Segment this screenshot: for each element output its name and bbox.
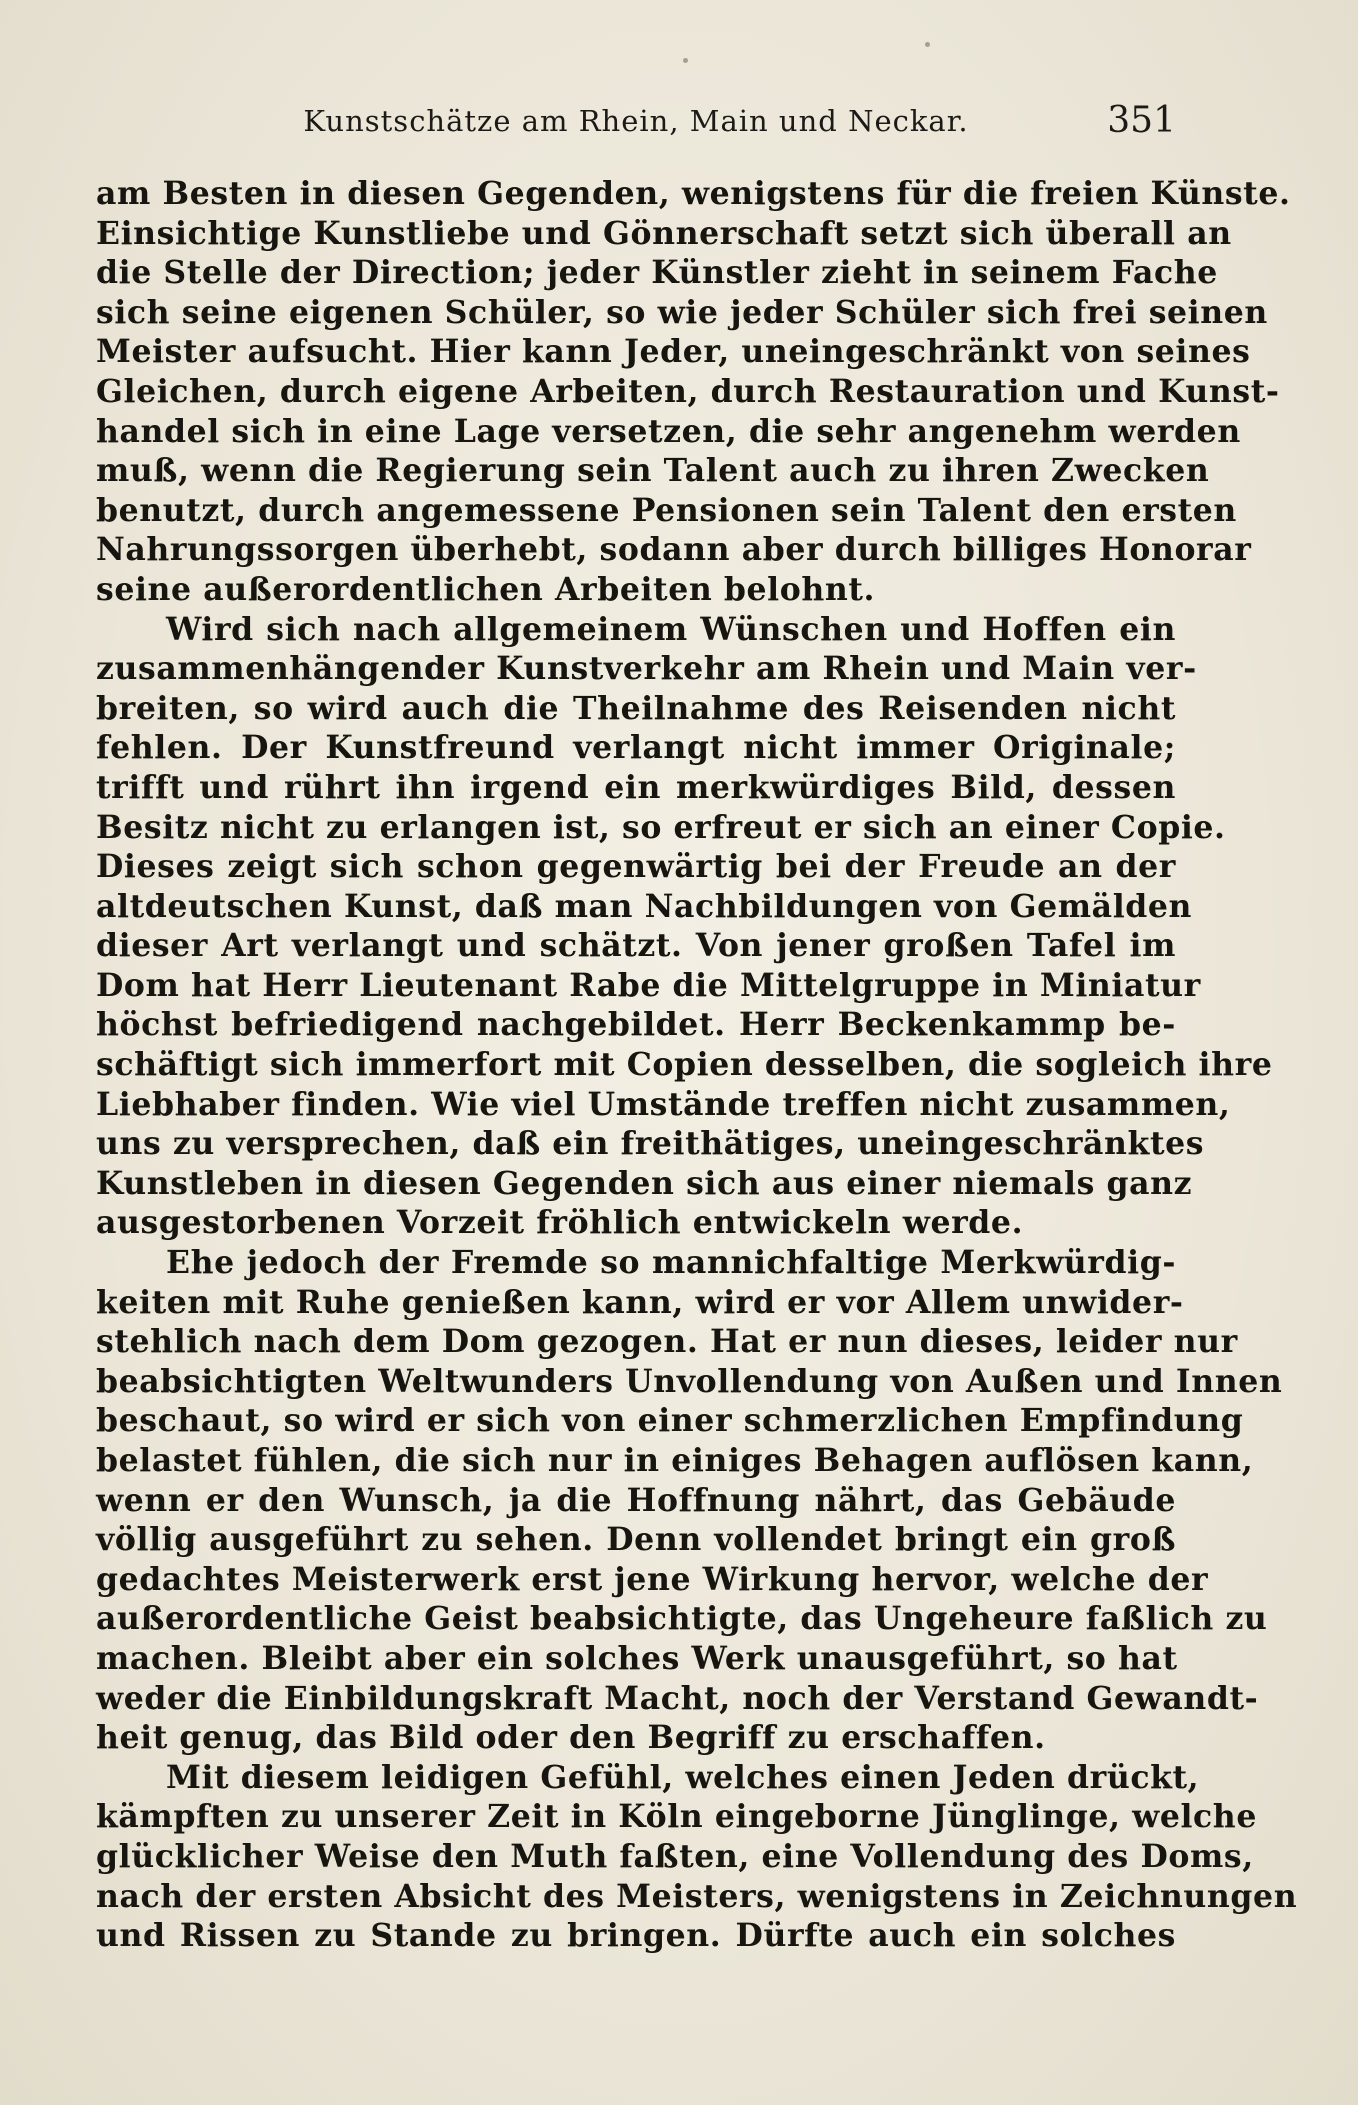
text-line: Meister aufsucht. Hier kann Jeder, uneingeschränkt von seines	[96, 333, 1251, 371]
text-line: gedachtes Meisterwerk erst jene Wirkung hervor, welche der	[96, 1560, 1209, 1598]
text-line: belastet fühlen, die sich nur in einiges Behagen auflösen kann,	[96, 1442, 1254, 1479]
body-text	[96, 174, 1298, 1956]
text-line: Dieses zeigt sich schon gegenwärtig bei der Freude an der	[96, 848, 1176, 886]
text-line: Gleichen, durch eigene Arbeiten, durch Restauration und Kunst-	[96, 372, 1280, 410]
text-line: Wird sich nach allgemeinem Wünschen und Hoffen ein	[166, 610, 1176, 648]
paper-speck	[925, 42, 930, 47]
text-line: fehlen. Der Kunstfreund verlangt nicht immer Originale;	[96, 729, 1176, 767]
text-line: Mit diesem leidigen Gefühl, welches einen Jeden drückt,	[166, 1758, 1200, 1796]
text-line: Dom hat Herr Lieutenant Rabe die Mittelgruppe in Miniatur	[96, 966, 1201, 1004]
text-line: Kunstleben in diesen Gegenden sich aus einer niemals ganz	[96, 1164, 1193, 1202]
page-number: 351	[1107, 100, 1176, 141]
text-line: außerordentliche Geist beabsichtigte, das Ungeheure faßlich zu	[96, 1600, 1268, 1638]
page-header	[96, 100, 1176, 148]
text-line: völlig ausgeführt zu sehen. Denn vollendet bringt ein groß	[96, 1521, 1176, 1559]
text-line: am Besten in diesen Gegenden, wenigstens für die freien Künste.	[96, 175, 1291, 212]
text-line: sich seine eigenen Schüler, so wie jeder Schüler sich frei seinen	[96, 293, 1268, 331]
text-line: weder die Einbildungskraft Macht, noch der Verstand Gewandt-	[96, 1679, 1259, 1717]
text-line: stehlich nach dem Dom gezogen. Hat er nun dieses, leider nur	[96, 1323, 1238, 1361]
text-line: dieser Art verlangt und schätzt. Von jener großen Tafel im	[96, 927, 1176, 965]
text-line: handel sich in eine Lage versetzen, die sehr angenehm werden	[96, 412, 1241, 450]
text-line: nach der ersten Absicht des Meisters, wenigstens in Zeichnungen	[96, 1877, 1298, 1915]
text-line: glücklicher Weise den Muth faßten, eine Vollendung des Doms,	[96, 1837, 1254, 1875]
text-line: muß, wenn die Regierung sein Talent auch zu ihren Zwecken	[96, 452, 1210, 490]
text-line: Besitz nicht zu erlangen ist, so erfreut er sich an einer Copie.	[96, 808, 1226, 846]
text-line: wenn er den Wunsch, ja die Hoffnung nährt, das Gebäude	[96, 1481, 1176, 1519]
text-line: breiten, so wird auch die Theilnahme des Reisenden nicht	[96, 689, 1176, 727]
text-line: die Stelle der Direction; jeder Künstler zieht in seinem Fache	[96, 254, 1218, 292]
text-line: benutzt, durch angemessene Pensionen sein Talent den ersten	[96, 491, 1237, 529]
text-line: kämpften zu unserer Zeit in Köln eingeborne Jünglinge, welche	[96, 1798, 1257, 1836]
text-line: Liebhaber finden. Wie viel Umstände treffen nicht zusammen,	[96, 1085, 1231, 1123]
text-line: höchst befriedigend nachgebildet. Herr Beckenkammp be-	[96, 1006, 1176, 1044]
text-line: machen. Bleibt aber ein solches Werk unausgeführt, so hat	[96, 1639, 1178, 1677]
text-line: Einsichtige Kunstliebe und Gönnerschaft setzt sich überall an	[96, 214, 1232, 252]
text-line: und Rissen zu Stande zu bringen. Dürfte auch ein solches	[96, 1917, 1176, 1955]
text-line: schäftigt sich immerfort mit Copien desselben, die sogleich ihre	[96, 1046, 1273, 1084]
text-line: zusammenhängender Kunstverkehr am Rhein und Main ver-	[96, 650, 1197, 688]
text-line: uns zu versprechen, daß ein freithätiges, uneingeschränktes	[96, 1125, 1205, 1163]
text-line: beabsichtigten Weltwunders Unvollendung von Außen und Innen	[96, 1362, 1283, 1400]
text-line: Ehe jedoch der Fremde so mannichfaltige Merkwürdig-	[166, 1244, 1176, 1282]
text-line: beschaut, so wird er sich von einer schmerzlichen Empfindung	[96, 1402, 1244, 1440]
text-line: seine außerordentlichen Arbeiten belohnt.	[96, 570, 876, 608]
text-line: keiten mit Ruhe genießen kann, wird er vor Allem unwider-	[96, 1283, 1184, 1321]
paper-speck	[683, 58, 688, 63]
text-line: heit genug, das Bild oder den Begriff zu erschaffen.	[96, 1719, 1046, 1757]
running-title: Kunstschätze am Rhein, Main und Neckar.	[303, 104, 969, 138]
text-line: Nahrungssorgen überhebt, sodann aber durch billiges Honorar	[96, 531, 1252, 569]
text-line: ausgestorbenen Vorzeit fröhlich entwickeln werde.	[96, 1204, 1024, 1242]
text-line: altdeutschen Kunst, daß man Nachbildungen von Gemälden	[96, 887, 1193, 925]
text-line: trifft und rührt ihn irgend ein merkwürdiges Bild, dessen	[96, 768, 1176, 806]
